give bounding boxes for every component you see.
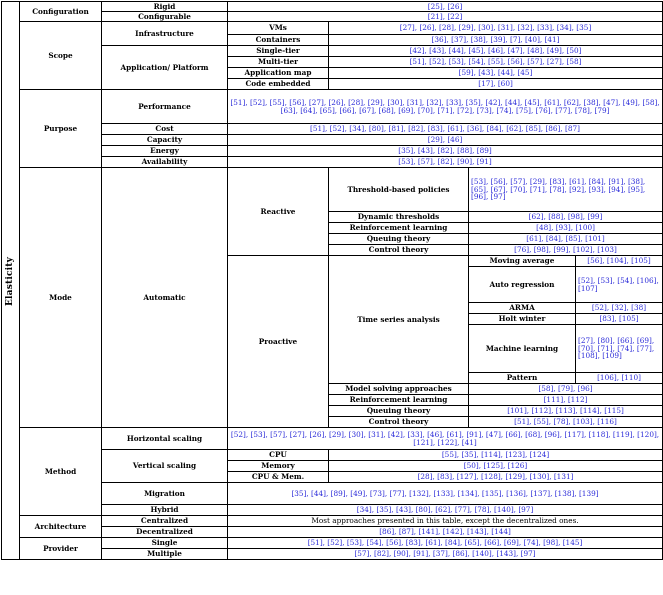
containers-refs[interactable]: [36], [37], [38], [39], [7], [40], [41]	[329, 35, 663, 46]
dynamic-thresholds-label: Dynamic thresholds	[329, 212, 469, 223]
reactive-rl-label: Reinforcement learning	[329, 223, 469, 234]
proactive-rl-label: Reinforcement learning	[329, 395, 469, 406]
reactive-control-refs[interactable]: [76], [98], [99], [102], [103]	[469, 245, 663, 256]
cpu-mem-label: CPU & Mem.	[228, 472, 329, 483]
multiple-provider-refs[interactable]: [57], [82], [90], [91], [37], [86], [140], [143], [97]	[228, 549, 663, 560]
arma-refs[interactable]: [52], [32], [38]	[576, 303, 663, 314]
reactive-rl-refs[interactable]: [48], [93], [100]	[469, 223, 663, 234]
availability-label: Availability	[102, 157, 228, 168]
model-solving-refs[interactable]: [58], [79], [96]	[469, 384, 663, 395]
code-embedded-refs[interactable]: [17], [60]	[329, 79, 663, 90]
cost-refs[interactable]: [51], [52], [34], [80], [81], [82], [83], [61], [36], [84], [62], [85], [86], [87]	[228, 124, 663, 135]
energy-label: Energy	[102, 146, 228, 157]
application-map-refs[interactable]: [59], [43], [44], [45]	[329, 68, 663, 79]
configurable-refs[interactable]: [21], [22]	[228, 12, 663, 22]
memory-label: Memory	[228, 461, 329, 472]
performance-refs[interactable]: [51], [52], [55], [56], [27], [26], [28], [29], [30], [31], [32], [33], [35], [42], [44], [45], [61], [62], [38], [47], [49], [58], [63], [64], [65], [66], [67], [68], [69], [70], [71], [72], [73], [74], [75], [76], [77], [78], [79]	[228, 90, 663, 124]
multi-tier-refs[interactable]: [51], [52], [53], [54], [55], [56], [57], [27], [58]	[329, 57, 663, 68]
configurable-label: Configurable	[102, 12, 228, 22]
cost-label: Cost	[102, 124, 228, 135]
vertical-scaling-label: Vertical scaling	[102, 450, 228, 483]
automatic-label: Automatic	[102, 168, 228, 428]
vms-refs[interactable]: [27], [26], [28], [29], [30], [31], [32], [33], [34], [35]	[329, 22, 663, 35]
method-label: Method	[20, 428, 102, 516]
decentralized-refs[interactable]: [86], [87], [141], [142], [143], [144]	[228, 527, 663, 538]
single-provider-label: Single	[102, 538, 228, 549]
elasticity-taxonomy-table	[1, 1, 663, 560]
proactive-control-refs[interactable]: [51], [55], [78], [103], [116]	[469, 417, 663, 428]
centralized-label: Centralized	[102, 516, 228, 527]
containers-label: Containers	[228, 35, 329, 46]
centralized-text: Most approaches presented in this table, except the decentralized ones.	[228, 516, 663, 527]
reactive-queuing-refs[interactable]: [61], [84], [85], [101]	[469, 234, 663, 245]
performance-label: Performance	[102, 90, 228, 124]
migration-label: Migration	[102, 483, 228, 505]
proactive-rl-refs[interactable]: [111], [112]	[469, 395, 663, 406]
hybrid-label: Hybrid	[102, 505, 228, 516]
memory-refs[interactable]: [50], [125], [126]	[329, 461, 663, 472]
configuration-label: Configuration	[20, 2, 102, 22]
infrastructure-label: Infrastructure	[102, 22, 228, 46]
reactive-queuing-label: Queuing theory	[329, 234, 469, 245]
capacity-refs[interactable]: [29], [46]	[228, 135, 663, 146]
machine-learning-refs[interactable]: [27], [80], [66], [69], [70], [71], [74], [77], [108], [109]	[576, 325, 663, 373]
moving-average-label: Moving average	[469, 256, 576, 267]
auto-regression-label: Auto regression	[469, 267, 576, 303]
pattern-refs[interactable]: [106], [110]	[576, 373, 663, 384]
application-map-label: Application map	[228, 68, 329, 79]
multiple-provider-label: Multiple	[102, 549, 228, 560]
provider-label: Provider	[20, 538, 102, 560]
proactive-control-label: Control theory	[329, 417, 469, 428]
code-embedded-label: Code embedded	[228, 79, 329, 90]
mode-label: Mode	[20, 168, 102, 428]
architecture-label: Architecture	[20, 516, 102, 538]
purpose-label: Purpose	[20, 90, 102, 168]
elasticity-root-label: Elasticity	[2, 2, 20, 560]
rigid-refs[interactable]: [25], [26]	[228, 2, 663, 12]
proactive-queuing-label: Queuing theory	[329, 406, 469, 417]
machine-learning-label: Machine learning	[469, 325, 576, 373]
cpu-mem-refs[interactable]: [28], [83], [127], [128], [129], [130], [131]	[329, 472, 663, 483]
model-solving-label: Model solving approaches	[329, 384, 469, 395]
arma-label: ARMA	[469, 303, 576, 314]
proactive-queuing-refs[interactable]: [101], [112], [113], [114], [115]	[469, 406, 663, 417]
cpu-label: CPU	[228, 450, 329, 461]
energy-refs[interactable]: [35], [43], [82], [88], [89]	[228, 146, 663, 157]
hybrid-refs[interactable]: [34], [35], [43], [80], [62], [77], [78], [140], [97]	[228, 505, 663, 516]
horizontal-scaling-label: Horizontal scaling	[102, 428, 228, 450]
threshold-policies-label: Threshold-based policies	[329, 168, 469, 212]
reactive-control-label: Control theory	[329, 245, 469, 256]
vms-label: VMs	[228, 22, 329, 35]
auto-regression-refs[interactable]: [52], [53], [54], [106], [107]	[576, 267, 663, 303]
availability-refs[interactable]: [53], [57], [82], [90], [91]	[228, 157, 663, 168]
pattern-label: Pattern	[469, 373, 576, 384]
time-series-label: Time series analysis	[329, 256, 469, 384]
capacity-label: Capacity	[102, 135, 228, 146]
horizontal-scaling-refs[interactable]: [52], [53], [57], [27], [26], [29], [30], [31], [42], [33], [46], [61], [91], [47], [66], [68], [96], [117], [118], [119], [120], [121], [122], [41]	[228, 428, 663, 450]
scope-label: Scope	[20, 22, 102, 90]
multi-tier-label: Multi-tier	[228, 57, 329, 68]
decentralized-label: Decentralized	[102, 527, 228, 538]
moving-average-refs[interactable]: [56], [104], [105]	[576, 256, 663, 267]
holt-winter-label: Holt winter	[469, 314, 576, 325]
cpu-refs[interactable]: [55], [35], [114], [123], [124]	[329, 450, 663, 461]
migration-refs[interactable]: [35], [44], [89], [49], [73], [77], [132], [133], [134], [135], [136], [137], [138], [139]	[228, 483, 663, 505]
rigid-label: Rigid	[102, 2, 228, 12]
proactive-label: Proactive	[228, 256, 329, 428]
holt-winter-refs[interactable]: [83], [105]	[576, 314, 663, 325]
dynamic-thresholds-refs[interactable]: [62], [88], [98], [99]	[469, 212, 663, 223]
single-provider-refs[interactable]: [51], [52], [53], [54], [56], [83], [61], [84], [65], [66], [69], [74], [98], [145]	[228, 538, 663, 549]
single-tier-label: Single-tier	[228, 46, 329, 57]
application-platform-label: Application/ Platform	[102, 46, 228, 90]
reactive-label: Reactive	[228, 168, 329, 256]
threshold-policies-refs[interactable]: [53], [56], [57], [29], [83], [61], [84], [91], [38], [65], [67], [70], [71], [78], [92], [93], [94], [95], [96], [97]	[469, 168, 663, 212]
single-tier-refs[interactable]: [42], [43], [44], [45], [46], [47], [48], [49], [50]	[329, 46, 663, 57]
